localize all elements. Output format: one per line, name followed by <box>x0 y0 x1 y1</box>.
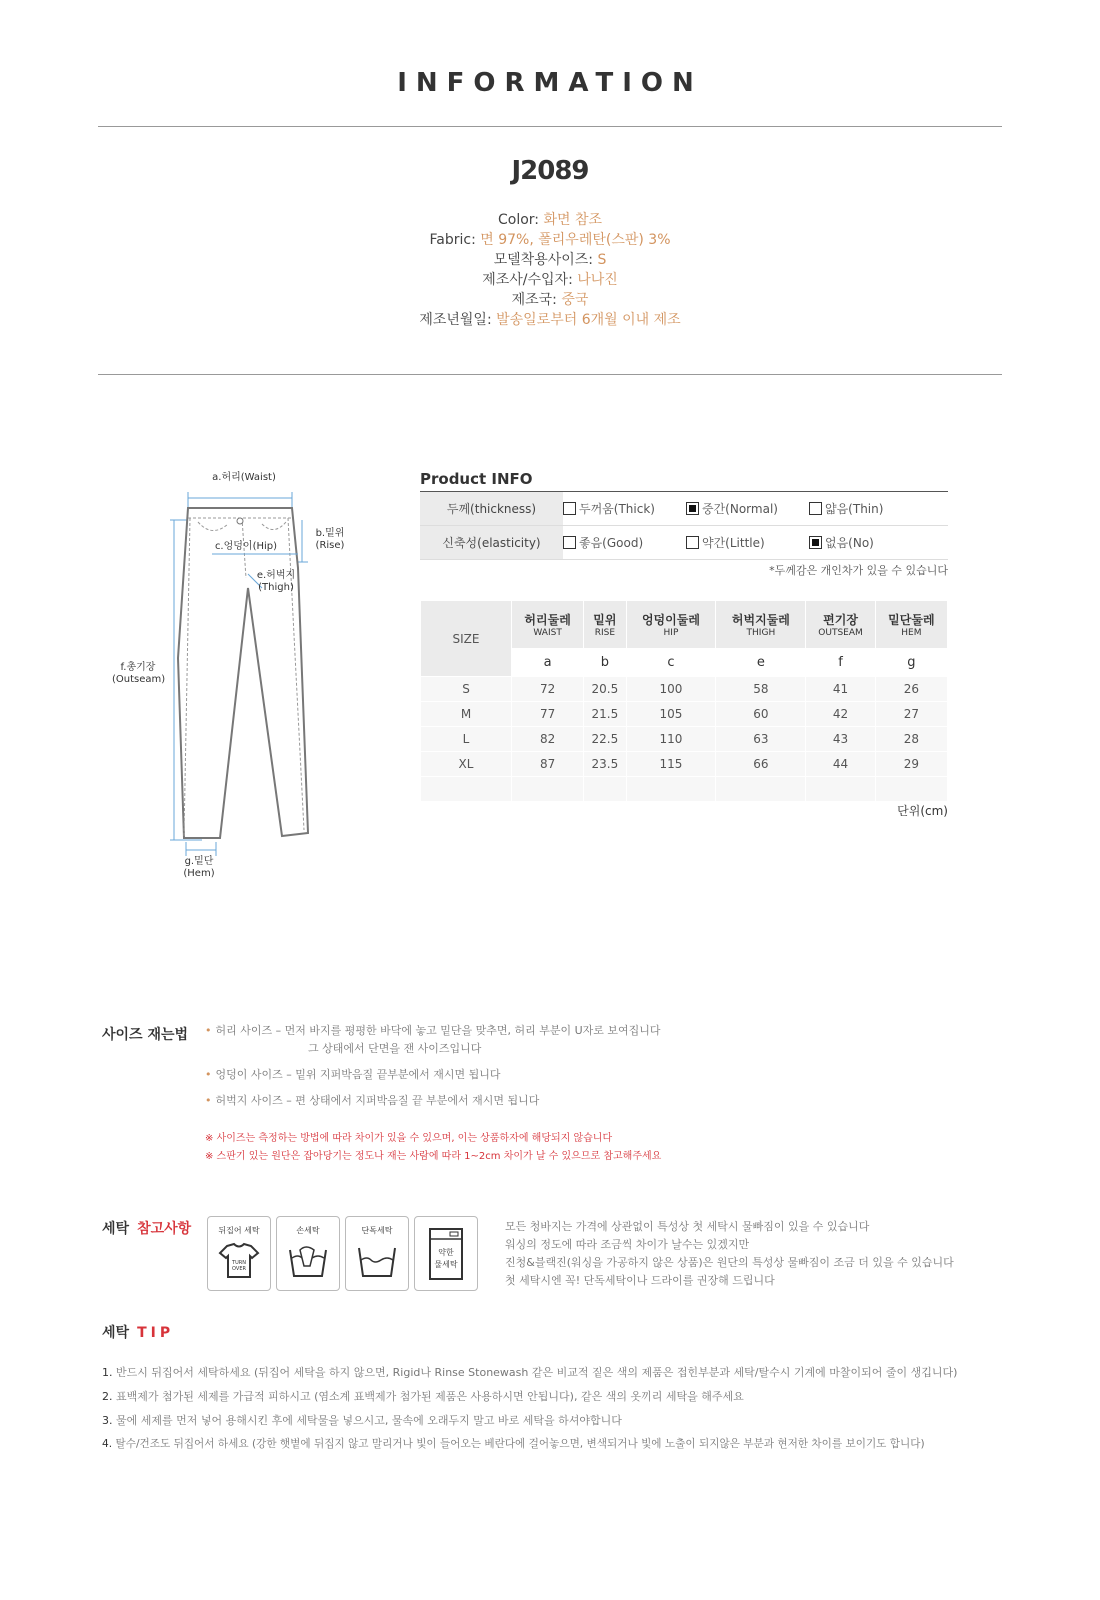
svg-text:물세탁: 물세탁 <box>434 1260 458 1269</box>
col-code: c <box>626 649 716 677</box>
table-cell: 87 <box>512 752 584 777</box>
size-label: M <box>421 702 512 727</box>
size-table-header-row <box>421 601 948 649</box>
measure-warning: ※ 스판기 있는 원단은 잡아당기는 정도나 재는 사람에 따라 1~2cm 차이가 날 수 있으므로 참고해주세요 <box>205 1151 662 1162</box>
divider <box>98 374 1002 375</box>
table-cell: 23.5 <box>584 752 626 777</box>
table-cell: 100 <box>626 677 716 702</box>
col-header-rise: 밑위 RISE <box>584 601 626 649</box>
wash-gentle-icon <box>414 1216 478 1291</box>
spec-country: 제조국: 중국 <box>511 292 589 308</box>
spec-fabric: Fabric: 면 97%, 폴리우레탄(스판) 3% <box>429 232 671 248</box>
spec-manufacturer: 제조사/수입자: 나나진 <box>482 272 618 288</box>
measure-item-thigh: • 허벅지 사이즈 – 편 상태에서 지퍼박음질 끝 부분에서 재시면 됩니다 <box>205 1094 540 1107</box>
table-row <box>421 727 948 752</box>
table-cell: 72 <box>512 677 584 702</box>
table-cell: 29 <box>875 752 947 777</box>
thigh-label: e.허벅지 (Thigh) <box>256 570 296 593</box>
size-table <box>420 600 948 802</box>
turn-over-text: TURN <box>232 1260 246 1266</box>
table-cell: 41 <box>806 677 875 702</box>
table-cell: 43 <box>806 727 875 752</box>
spec-color: Color: 화면 참조 <box>497 212 603 228</box>
col-header-hem: 밑단둘레 HEM <box>875 601 947 649</box>
size-label: L <box>421 727 512 752</box>
checkbox-icon <box>563 502 576 515</box>
col-header-hip: 엉덩이둘레 HIP <box>626 601 716 649</box>
table-cell: 115 <box>626 752 716 777</box>
col-code: g <box>875 649 947 677</box>
thickness-option-thick: 두꺼움(Thick) <box>563 500 686 517</box>
spec-manufacture-date: 제조년월일: 발송일로부터 6개월 이내 제조 <box>419 312 681 328</box>
size-label: S <box>421 677 512 702</box>
tip-item: 2. 표백제가 첨가된 세제를 가급적 피하시고 (염소계 표백제가 첨가된 제품은 사용하시면 안됩니다), 같은 색의 옷끼리 세탁을 해주세요 <box>102 1390 744 1403</box>
tshirt-icon <box>217 1242 261 1280</box>
wash-hand-icon: 손세탁 <box>276 1216 340 1291</box>
table-row <box>421 752 948 777</box>
table-cell: 28 <box>875 727 947 752</box>
elasticity-label: 신축성(elasticity) <box>420 526 563 559</box>
col-code: a <box>512 649 584 677</box>
thickness-label: 두께(thickness) <box>420 492 563 525</box>
tip-item: 1. 반드시 뒤집어서 세탁하세요 (뒤집어 세탁을 하지 않으면, Rigid나 Rinse Stonewash 같은 비교적 짙은 색의 제품은 접힌부분과 세탁/탈수시 기계에 마찰이되어 줄이 생깁니다) <box>102 1366 958 1379</box>
product-info-table <box>420 491 948 560</box>
elasticity-option-good: 좋음(Good) <box>563 534 686 551</box>
measure-warning: ※ 사이즈는 측정하는 방법에 따라 차이가 있을 수 있으며, 이는 상품하자에 해당되지 않습니다 <box>205 1133 613 1144</box>
spec-model-size: 모델착용사이즈: S <box>493 252 607 268</box>
tip-heading: 세탁 TIP <box>102 1325 175 1341</box>
table-cell: 22.5 <box>584 727 626 752</box>
size-header: SIZE <box>421 601 512 677</box>
table-cell: 58 <box>716 677 806 702</box>
table-cell: 110 <box>626 727 716 752</box>
table-cell: 42 <box>806 702 875 727</box>
divider <box>98 126 1002 127</box>
checkbox-icon <box>809 502 822 515</box>
elasticity-option-little: 약간(Little) <box>686 534 809 551</box>
measure-item-waist-cont: 그 상태에서 단면을 잰 사이즈입니다 <box>308 1042 482 1055</box>
thickness-note: *두께감은 개인차가 있을 수 있습니다 <box>769 564 948 577</box>
product-info-heading: Product INFO <box>420 470 533 488</box>
checkbox-icon <box>686 536 699 549</box>
size-label: XL <box>421 752 512 777</box>
table-cell: 77 <box>512 702 584 727</box>
thickness-option-thin: 얇음(Thin) <box>809 500 932 517</box>
product-code: J2089 <box>511 156 589 186</box>
hem-label: g.밑단 (Hem) <box>183 856 215 879</box>
elasticity-option-no: 없음(No) <box>809 534 932 551</box>
wash-turn-over-icon: 뒤집어 세탁 TURN OVER <box>207 1216 271 1291</box>
checked-box-icon <box>809 536 822 549</box>
measure-heading: 사이즈 재는법 <box>102 1027 189 1043</box>
table-row <box>421 677 948 702</box>
table-cell: 82 <box>512 727 584 752</box>
outseam-label: f.총기장 (Outseam) <box>112 662 166 685</box>
measure-item-waist: • 허리 사이즈 – 먼저 바지를 평평한 바닥에 놓고 밑단을 맞추면, 허리 부분이 U자로 보여집니다 <box>205 1024 661 1037</box>
hand-wash-icon <box>286 1242 330 1280</box>
table-cell: 66 <box>716 752 806 777</box>
table-cell: 21.5 <box>584 702 626 727</box>
table-cell: 26 <box>875 677 947 702</box>
measure-item-hip: • 엉덩이 사이즈 – 밑위 지퍼박음질 끝부분에서 재시면 됩니다 <box>205 1068 501 1081</box>
waist-label: a.허리(Waist) <box>212 472 276 483</box>
table-cell: 105 <box>626 702 716 727</box>
table-cell: 27 <box>875 702 947 727</box>
spec-list <box>0 210 1100 330</box>
table-cell: 63 <box>716 727 806 752</box>
wash-separate-icon: 단독세탁 <box>345 1216 409 1291</box>
basin-icon <box>355 1242 399 1280</box>
washing-machine-icon <box>424 1225 468 1285</box>
page-title: INFORMATION <box>397 68 703 98</box>
table-row-empty <box>421 777 948 802</box>
table-cell: 60 <box>716 702 806 727</box>
table-cell: 20.5 <box>584 677 626 702</box>
col-header-thigh: 허벅지둘레 THIGH <box>716 601 806 649</box>
svg-text:OVER: OVER <box>232 1266 246 1272</box>
col-code: b <box>584 649 626 677</box>
thickness-option-normal: 중간(Normal) <box>686 500 809 517</box>
thickness-row <box>420 492 948 526</box>
hip-label: c.엉덩이(Hip) <box>214 541 278 552</box>
elasticity-row <box>420 526 948 560</box>
rise-label: b.밑위 (Rise) <box>315 528 345 551</box>
wash-heading: 세탁 참고사항 <box>102 1221 192 1237</box>
col-code: f <box>806 649 875 677</box>
unit-label: 단위(cm) <box>897 804 948 818</box>
jeans-diagram <box>112 472 362 879</box>
tip-item: 4. 탈수/건조도 뒤집어서 하세요 (강한 햇볕에 뒤집지 않고 말리거나 빛이 들어오는 베란다에 걸어놓으면, 변색되거나 빛에 노출이 되지않은 부분과 현저한 차이를 보이기도 합니다) <box>102 1438 925 1450</box>
wash-description: 모든 청바지는 가격에 상관없이 특성상 첫 세탁시 물빠짐이 있을 수 있습니다 워싱의 정도에 따라 조금씩 차이가 날수는 있겠지만 진청&블랙진(워싱을 가공하지 않은 상품)은 원단의 특성상 물빠짐이 조금 더 있을 수 있습니다 첫 세탁시엔 꼭! 단독세탁이나 드라이를 권장해 드립니다 <box>505 1220 954 1287</box>
checkbox-icon <box>563 536 576 549</box>
col-header-waist: 허리둘레 WAIST <box>512 601 584 649</box>
col-code: e <box>716 649 806 677</box>
tip-item: 3. 물에 세제를 먼저 넣어 용해시킨 후에 세탁물을 넣으시고, 물속에 오래두지 말고 바로 세탁을 하셔야합니다 <box>102 1414 622 1427</box>
checked-box-icon <box>686 502 699 515</box>
table-cell: 44 <box>806 752 875 777</box>
col-header-outseam: 편기장 OUTSEAM <box>806 601 875 649</box>
svg-text:약한: 약한 <box>438 1248 454 1257</box>
table-row <box>421 702 948 727</box>
